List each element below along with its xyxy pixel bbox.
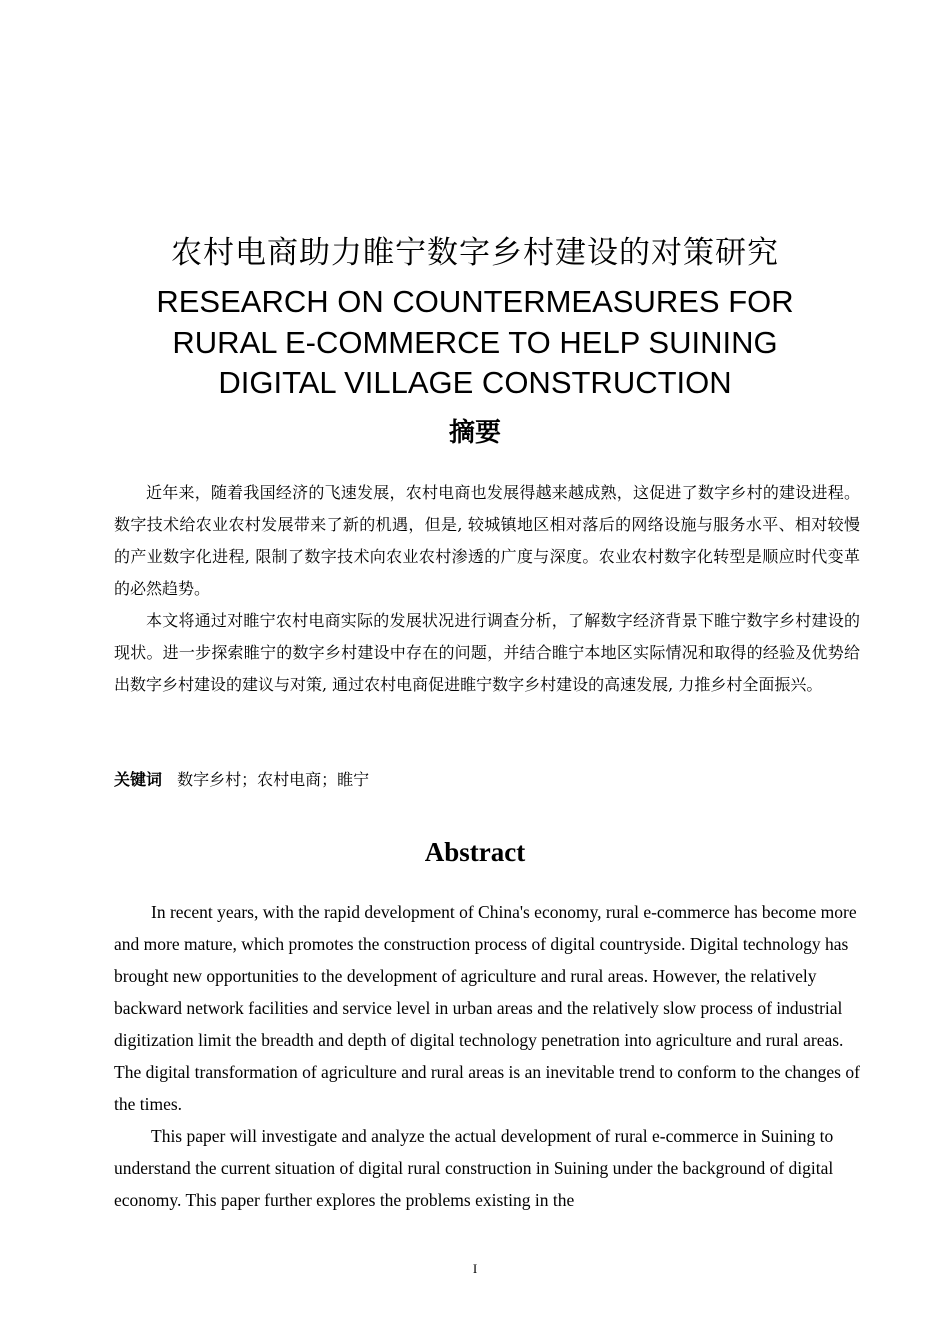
title-chinese: 农村电商助力睢宁数字乡村建设的对策研究 (171, 235, 779, 271)
title-english (80, 282, 870, 404)
title-english-line-3: DIGITAL VILLAGE CONSTRUCTION (218, 365, 732, 400)
keywords-cn (114, 764, 369, 796)
keywords-cn-label: 关键词 (114, 770, 163, 789)
keywords-cn-list: 数字乡村；农村电商；睢宁 (177, 770, 370, 789)
abstract-cn-body (114, 477, 860, 701)
abstract-en-paragraph-1: In recent years, with the rapid development of China's economy, rural e-commerce has become more and more mature, which promotes the construction process of digital countryside. Digital technology has brought new opportunities to the development of agriculture and rural areas. However, the relatively backward network facilities and service level in urban areas and the relatively slow process of industrial digitization limit the breadth and depth of digital technology penetration into agriculture and rural areas. The digital transformation of agriculture and rural areas is an inevitable trend to conform to the changes of the times. (114, 902, 860, 1114)
abstract-cn-paragraph-1: 近年来，随着我国经济的飞速发展，农村电商也发展得越来越成熟，这促进了数字乡村的建设进程。数字技术给农业农村发展带来了新的机遇，但是, 较城镇地区相对落后的网络设施与服务水平、相对较慢的产业数字化进程, 限制了数字技术向农业农村渗透的广度与深度。农业农村数字化转型是顺应时代变革的必然趋势。 (114, 483, 860, 598)
abstract-cn-heading: 摘要 (448, 418, 501, 448)
page-number: I (472, 1261, 478, 1276)
title-english-line-2: RURAL E-COMMERCE TO HELP SUINING (172, 324, 778, 360)
abstract-en-paragraph-2: This paper will investigate and analyze the actual development of rural e-commerce in Suining to understand the current situation of digital rural construction in Suining under the background of digital economy. This paper further explores the problems existing in the (114, 1126, 834, 1210)
abstract-en-heading: Abstract (424, 837, 526, 867)
title-english-line-1: RESEARCH ON COUNTERMEASURES FOR (156, 284, 794, 319)
abstract-en-body (114, 896, 860, 1216)
abstract-cn-paragraph-2: 本文将通过对睢宁农村电商实际的发展状况进行调查分析，了解数字经济背景下睢宁数字乡村建设的现状。进一步探索睢宁的数字乡村建设中存在的问题，并结合睢宁本地区实际情况和取得的经验及优势给出数字乡村建设的建议与对策, 通过农村电商促进睢宁数字乡村建设的高速发展, 力推乡村全面振兴。 (114, 611, 860, 694)
